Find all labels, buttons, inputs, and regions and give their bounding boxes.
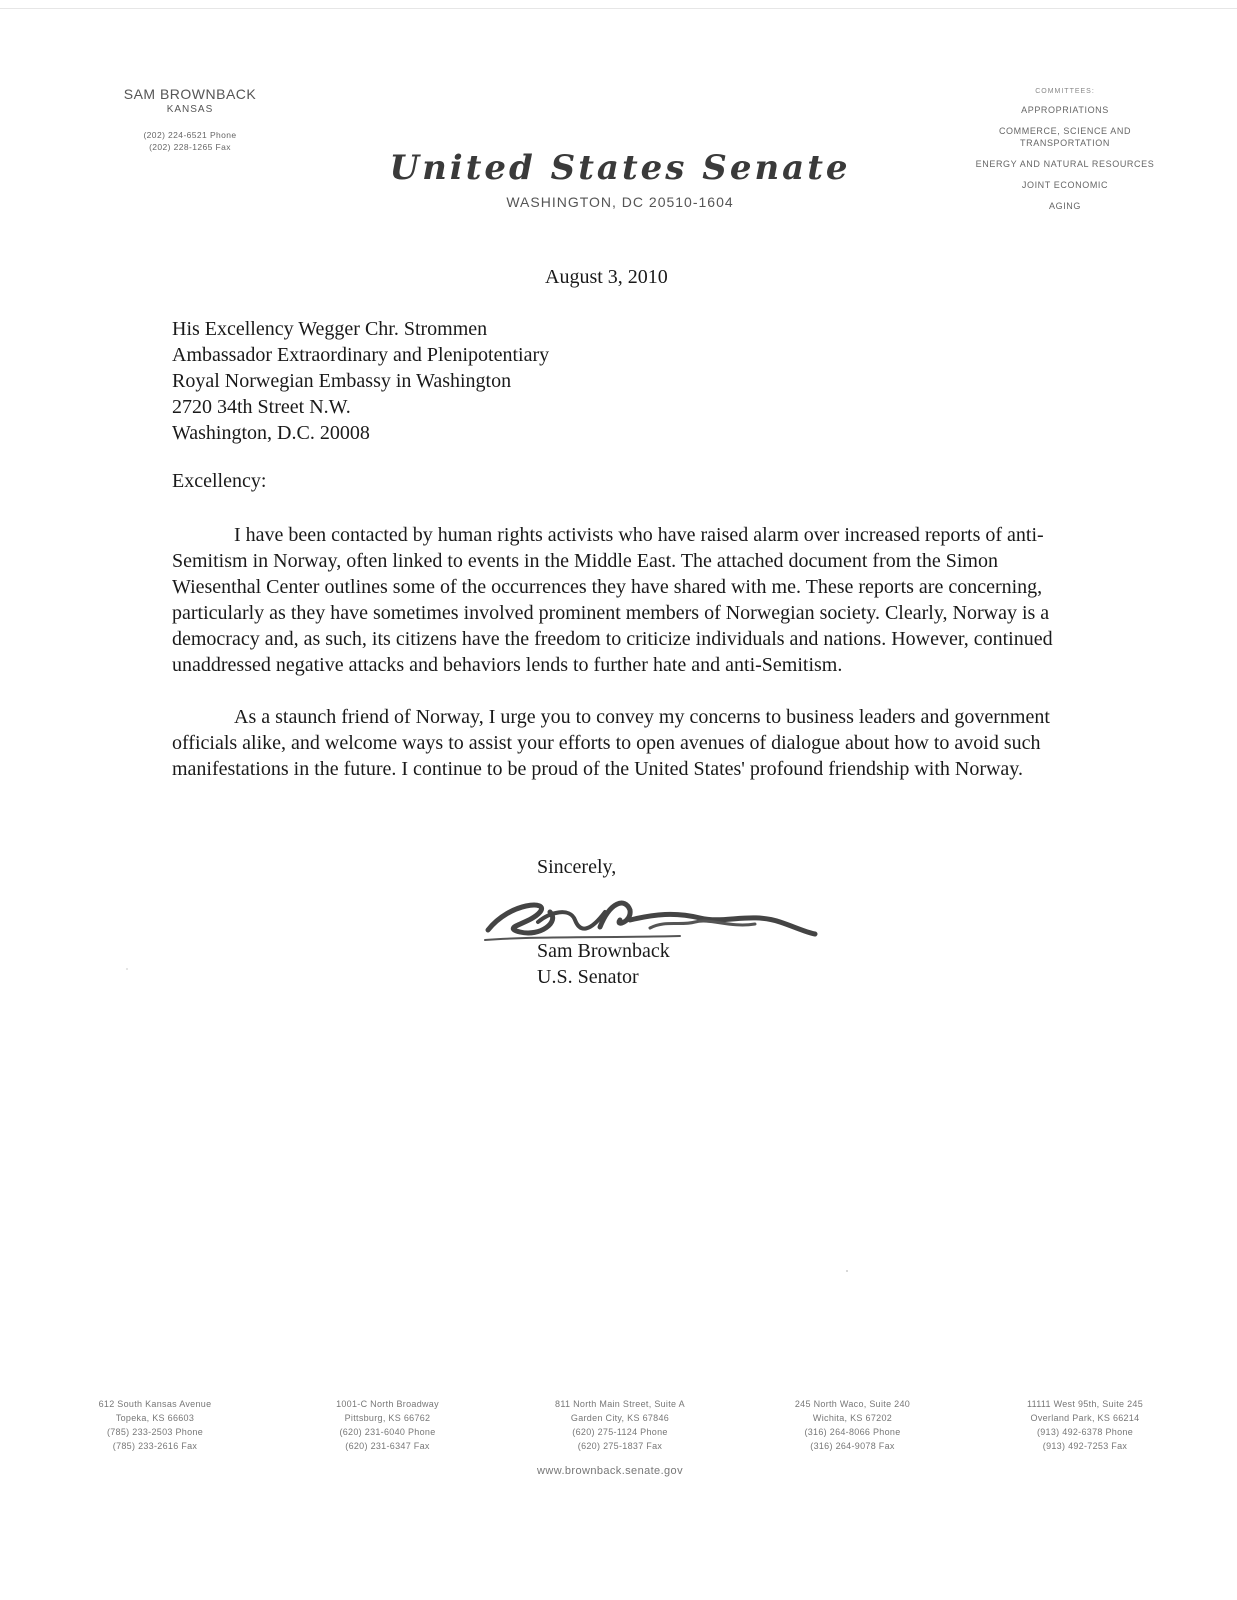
body-paragraph: As a staunch friend of Norway, I urge you to convey my concerns to business leaders and government officials alike, and welcome ways to assist your efforts to open avenues of dialogue about how to avoid such manifestations in the future. I continue to be proud of the United States' profound friendship with Norway. bbox=[172, 706, 1050, 780]
sender-contact bbox=[70, 129, 310, 153]
office-address bbox=[293, 1397, 483, 1453]
letter-body bbox=[172, 522, 1062, 808]
website-link[interactable]: www.brownback.senate.gov bbox=[537, 1465, 683, 1477]
committee-item: JOINT ECONOMIC bbox=[1021, 180, 1109, 190]
office-fax: (620) 231-6347 Fax bbox=[345, 1441, 430, 1451]
office-address bbox=[990, 1397, 1180, 1453]
addressee-line: Royal Norwegian Embassy in Washington bbox=[172, 370, 512, 392]
sender-name: SAM BROWNBACK bbox=[123, 86, 257, 102]
committee-item: APPROPRIATIONS bbox=[1021, 105, 1109, 115]
committee-item: AGING bbox=[1048, 201, 1081, 211]
office-address bbox=[758, 1397, 948, 1453]
scan-speck bbox=[126, 968, 128, 970]
sender-block bbox=[70, 86, 310, 153]
office-city: Wichita, KS 67202 bbox=[812, 1413, 893, 1423]
office-city: Garden City, KS 67846 bbox=[570, 1413, 670, 1423]
body-paragraph: I have been contacted by human rights activists who have raised alarm over increased reports of anti-Semitism in Norway, often linked to events in the Middle East. The attached document from the Simon Wiesenthal Center outlines some of the occurrences they have shared with me. These reports are concerning, particularly as they have sometimes involved prominent members of Norwegian society. Clearly, Norway is a democracy and, as such, its citizens have the freedom to criticize individuals and nations. However, continued unaddressed negative attacks and behaviors lends to further hate and anti-Semitism. bbox=[172, 524, 1053, 676]
scan-edge-line bbox=[0, 8, 1237, 9]
office-phone: (620) 231-6040 Phone bbox=[339, 1427, 436, 1437]
office-street: 612 South Kansas Avenue bbox=[98, 1399, 212, 1409]
office-phone: (785) 233-2503 Phone bbox=[106, 1427, 204, 1437]
office-street: 11111 West 95th, Suite 245 bbox=[1026, 1399, 1144, 1409]
office-fax: (620) 275-1837 Fax bbox=[577, 1441, 663, 1451]
office-footer bbox=[60, 1397, 1180, 1453]
committee-item: ENERGY AND NATURAL RESOURCES bbox=[975, 159, 1155, 169]
salutation: Excellency: bbox=[172, 470, 267, 492]
letter-date: August 3, 2010 bbox=[545, 266, 668, 288]
office-fax: (913) 492-7253 Fax bbox=[1042, 1441, 1128, 1451]
addressee-line: Ambassador Extraordinary and Plenipotentiary bbox=[172, 344, 550, 366]
masthead bbox=[360, 148, 880, 210]
office-address bbox=[525, 1397, 715, 1453]
committee-list bbox=[975, 88, 1155, 212]
office-city: Overland Park, KS 66214 bbox=[1030, 1413, 1140, 1423]
office-street: 1001-C North Broadway bbox=[336, 1399, 439, 1409]
office-phone: (913) 492-6378 Phone bbox=[1036, 1427, 1134, 1437]
sender-fax: (202) 228-1265 Fax bbox=[149, 142, 231, 152]
office-fax: (785) 233-2616 Fax bbox=[112, 1441, 198, 1451]
office-phone: (316) 264-8066 Phone bbox=[804, 1427, 901, 1437]
office-street: 811 North Main Street, Suite A bbox=[555, 1399, 685, 1409]
office-city: Topeka, KS 66603 bbox=[115, 1413, 195, 1423]
institution-address: WASHINGTON, DC 20510-1604 bbox=[506, 194, 734, 210]
office-phone: (620) 275-1124 Phone bbox=[572, 1427, 668, 1437]
office-address bbox=[60, 1397, 250, 1453]
office-street: 245 North Waco, Suite 240 bbox=[794, 1399, 911, 1409]
addressee-line: Washington, D.C. 20008 bbox=[172, 422, 370, 444]
scan-speck bbox=[846, 1270, 848, 1272]
signer-title: U.S. Senator bbox=[537, 966, 639, 988]
addressee-line: His Excellency Wegger Chr. Strommen bbox=[172, 318, 488, 340]
signer-name: Sam Brownback bbox=[537, 940, 670, 962]
committee-item: COMMERCE, SCIENCE AND TRANSPORTATION bbox=[998, 126, 1132, 148]
signer-block bbox=[537, 938, 670, 990]
committees-title: COMMITTEES: bbox=[1035, 88, 1095, 95]
sender-state: KANSAS bbox=[166, 104, 214, 115]
addressee-block bbox=[172, 316, 549, 446]
closing: Sincerely, bbox=[537, 856, 617, 878]
sender-phone: (202) 224-6521 Phone bbox=[143, 130, 237, 140]
office-fax: (316) 264-9078 Fax bbox=[810, 1441, 895, 1451]
institution-title: United States Senate bbox=[389, 148, 851, 188]
addressee-line: 2720 34th Street N.W. bbox=[172, 396, 351, 418]
office-city: Pittsburg, KS 66762 bbox=[344, 1413, 431, 1423]
